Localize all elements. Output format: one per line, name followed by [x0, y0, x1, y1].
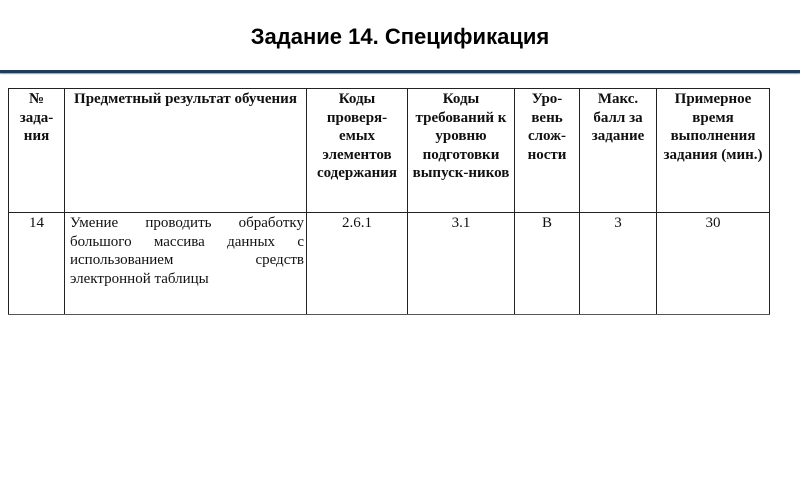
- title-divider: [0, 70, 800, 73]
- cell-max-score: 3: [580, 213, 657, 315]
- table-row: [9, 213, 770, 315]
- slide-title: Задание 14. Спецификация: [250, 24, 550, 49]
- specification-table: [8, 88, 770, 315]
- cell-time: 30: [657, 213, 770, 315]
- header-content-codes: Коды проверя-емых элементов содержания: [307, 89, 408, 213]
- header-requirement-codes: Коды требований к уровню подготовки выпуск-ников: [408, 89, 515, 213]
- cell-requirement-codes: 3.1: [408, 213, 515, 315]
- header-number: № зада-ния: [9, 89, 65, 213]
- header-level: Уро-вень слож-ности: [515, 89, 580, 213]
- cell-content-codes: 2.6.1: [307, 213, 408, 315]
- header-time: Примерное время выполнения задания (мин.): [657, 89, 770, 213]
- cell-number: 14: [9, 213, 65, 315]
- cell-result: Умение проводить обработку большого массива данных с использованием средств электронной таблицы: [65, 213, 307, 315]
- header-result: Предметный результат обучения: [65, 89, 307, 213]
- cell-level: В: [515, 213, 580, 315]
- header-max-score: Макс. балл за задание: [580, 89, 657, 213]
- table-header-row: [9, 89, 770, 213]
